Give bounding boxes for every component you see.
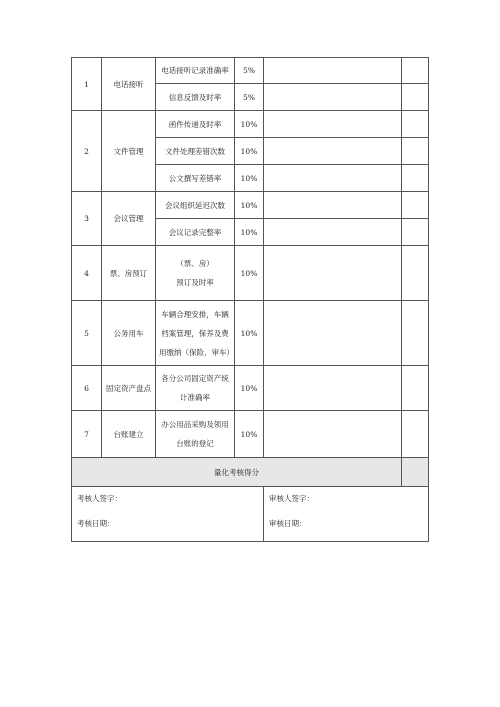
row-number: 2	[72, 111, 102, 192]
criterion-cell	[156, 138, 235, 165]
score-cell[interactable]	[402, 366, 429, 411]
signature-row	[72, 487, 429, 542]
criterion-line: 台账的登记	[176, 439, 214, 448]
criterion-line: （票、房）	[176, 259, 214, 268]
assessment-table-body	[72, 58, 429, 458]
score-cell[interactable]	[402, 246, 429, 301]
weight-cell: 5%	[235, 84, 264, 111]
criterion-line: 各分公司固定资产统	[161, 374, 229, 383]
criterion-cell	[156, 301, 235, 366]
standard-cell[interactable]	[264, 219, 402, 246]
assessment-item: 电话接听	[102, 58, 156, 111]
table-row	[72, 366, 429, 411]
table-row	[72, 58, 429, 84]
reviewer-date-label: 审核日期：	[269, 519, 307, 528]
criterion-cell	[156, 219, 235, 246]
assessment-table	[71, 57, 429, 542]
assessor-sign-label: 考核人签字：	[77, 494, 122, 503]
reviewer-cell	[264, 487, 429, 542]
table-row	[72, 301, 429, 366]
score-cell[interactable]	[402, 301, 429, 366]
row-number: 6	[72, 366, 102, 411]
criterion-cell	[156, 366, 235, 411]
weight-cell: 10%	[235, 301, 264, 366]
score-cell[interactable]	[402, 84, 429, 111]
weight-cell: 10%	[235, 165, 264, 192]
criterion-cell	[156, 411, 235, 458]
score-row	[72, 458, 429, 487]
score-cell[interactable]	[402, 58, 429, 84]
assessment-item: 公务用车	[102, 301, 156, 366]
assessment-item: 票、房预订	[102, 246, 156, 301]
score-cell[interactable]	[402, 111, 429, 138]
criterion-line: 车辆合理安排，车辆	[161, 309, 229, 319]
criterion-line: 会议记录完整率	[168, 227, 222, 237]
row-number: 5	[72, 301, 102, 366]
assessment-item: 会议管理	[102, 192, 156, 246]
table-row	[72, 246, 429, 301]
standard-cell[interactable]	[264, 192, 402, 219]
weight-cell: 10%	[235, 111, 264, 138]
weight-cell: 5%	[235, 58, 264, 84]
reviewer-sign-label: 审核人签字：	[269, 494, 314, 503]
standard-cell[interactable]	[264, 246, 402, 301]
standard-cell[interactable]	[264, 366, 402, 411]
standard-cell[interactable]	[264, 301, 402, 366]
weight-cell: 10%	[235, 219, 264, 246]
criterion-cell	[156, 165, 235, 192]
score-cell[interactable]	[402, 138, 429, 165]
row-number: 4	[72, 246, 102, 301]
table-row	[72, 111, 429, 138]
score-cell[interactable]	[402, 192, 429, 219]
criterion-line: 预订及时率	[176, 278, 214, 287]
weight-cell: 10%	[235, 246, 264, 301]
standard-cell[interactable]	[264, 84, 402, 111]
weight-cell: 10%	[235, 192, 264, 219]
assessment-item: 台账建立	[102, 411, 156, 458]
assessor-cell	[72, 487, 264, 542]
criterion-line: 会议组织延迟次数	[165, 200, 225, 210]
criterion-cell	[156, 111, 235, 138]
criterion-line: 档案管理，保养及费	[161, 328, 229, 338]
criterion-line: 公文撰写差错率	[168, 173, 222, 183]
standard-cell[interactable]	[264, 138, 402, 165]
assessment-item: 文件管理	[102, 111, 156, 192]
row-number: 1	[72, 58, 102, 111]
standard-cell[interactable]	[264, 411, 402, 458]
criterion-cell	[156, 84, 235, 111]
score-cell[interactable]	[402, 411, 429, 458]
standard-cell[interactable]	[264, 165, 402, 192]
assessor-date-label: 考核日期：	[77, 519, 115, 528]
criterion-line: 计准确率	[180, 393, 210, 402]
row-number: 3	[72, 192, 102, 246]
weight-cell: 10%	[235, 138, 264, 165]
criterion-cell	[156, 192, 235, 219]
standard-cell[interactable]	[264, 58, 402, 84]
weight-cell: 10%	[235, 366, 264, 411]
assessment-item: 固定资产盘点	[102, 366, 156, 411]
criterion-cell	[156, 58, 235, 84]
weight-cell: 10%	[235, 411, 264, 458]
criterion-line: 文件处理差错次数	[165, 146, 225, 156]
criterion-line: 办公用品采购及领用	[161, 420, 229, 429]
criterion-cell	[156, 246, 235, 301]
table-row	[72, 411, 429, 458]
score-label: 量化考核得分	[72, 458, 402, 487]
criterion-line: 信息反馈及时率	[168, 92, 222, 102]
criterion-line: 函件传递及时率	[168, 119, 222, 129]
criterion-line: 电话接听记录准确率	[161, 66, 229, 75]
standard-cell[interactable]	[264, 111, 402, 138]
score-cell[interactable]	[402, 165, 429, 192]
criterion-line: 用缴纳（保险、审车）	[159, 347, 234, 357]
row-number: 7	[72, 411, 102, 458]
table-row	[72, 192, 429, 219]
score-value-cell[interactable]	[402, 458, 429, 487]
score-cell[interactable]	[402, 219, 429, 246]
